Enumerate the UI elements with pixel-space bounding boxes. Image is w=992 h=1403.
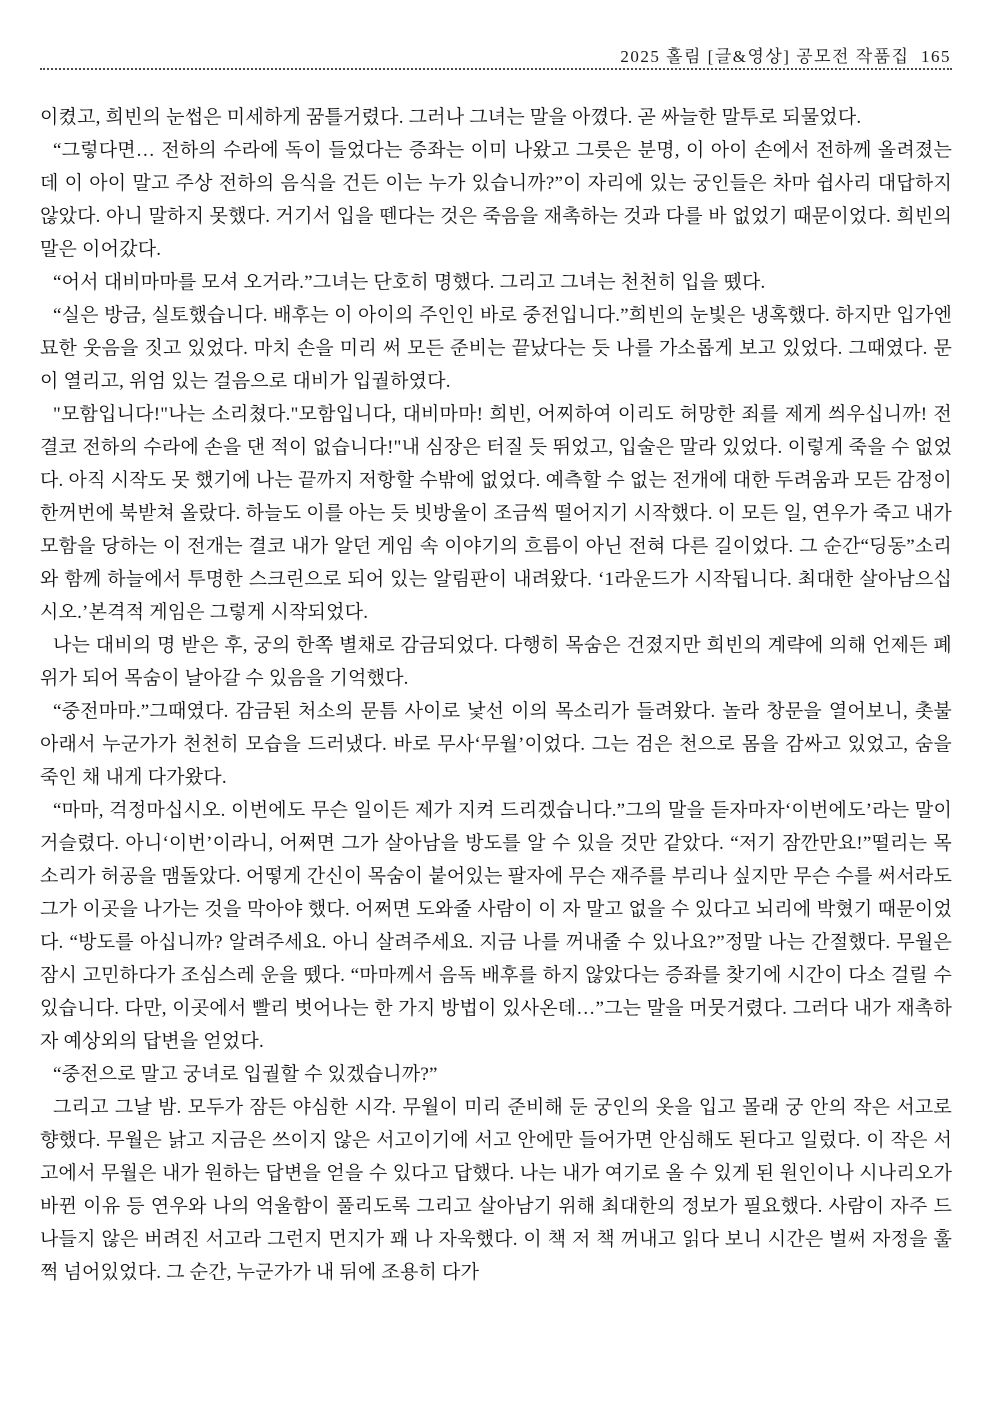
paragraph-7: “중전마마.”그때였다. 감금된 처소의 문틈 사이로 낯선 이의 목소리가 들려왔다. 놀라 창문을 열어보니, 촛불 아래서 누군가가 천천히 모습을 드러냈다. 바로 무사‘무월’이었다. 그는 검은 천으로 몸을 감싸고 있었고, 숨을 죽인 채 내게 다가왔다. bbox=[40, 701, 952, 788]
paragraph-6: 나는 대비의 명 받은 후, 궁의 한쪽 별채로 감금되었다. 다행히 목숨은 건졌지만 희빈의 계략에 의해 언제든 폐위가 되어 목숨이 날아갈 수 있음을 기억했다. bbox=[40, 635, 952, 689]
page-header-title: 2025 홀림 [글&영상] 공모전 작품집 165 bbox=[620, 47, 951, 66]
paragraph-9: “중전으로 말고 궁녀로 입궐할 수 있겠습니까?” bbox=[53, 1064, 438, 1085]
paragraph-10: 그리고 그날 밤. 모두가 잠든 야심한 시각. 무월이 미리 준비해 둔 궁인의 옷을 입고 몰래 궁 안의 작은 서고로 향했다. 무월은 낡고 지금은 쓰이지 않은 서고이기에 서고 안에만 들어가면 안심해도 된다고 일렀다. 이 작은 서고에서 무월은 내가 원하는 답변을 얻을 수 있다고 답했다. 나는 내가 여기로 올 수 있게 된 원인이나 시나리오가 바뀐 이유 등 연우와 나의 억울함이 풀리도록 그리고 살아남기 위해 최대한의 정보가 필요했다. 사람이 자주 드나들지 않은 버려진 서고라 그런지 먼지가 꽤 나 자욱했다. 이 책 저 책 꺼내고 읽다 보니 시간은 벌써 자정을 훌쩍 넘어있었다. 그 순간, 누군가가 내 뒤에 조용히 다가 bbox=[40, 1097, 952, 1283]
paragraph-3: “어서 대비마마를 모셔 오거라.”그녀는 단호히 명했다. 그리고 그녀는 천천히 입을 뗐다. bbox=[53, 272, 766, 293]
paragraph-8: “마마, 걱정마십시오. 이번에도 무슨 일이든 제가 지켜 드리겠습니다.”그의 말을 듣자마자‘이번에도’라는 말이 거슬렸다. 아니‘이번’이라니, 어쩌면 그가 살아남을 방도를 알 수 있을 것만 같았다. “저기 잠깐만요!”떨리는 목소리가 허공을 맴돌았다. 어떻게 간신이 목숨이 붙어있는 팔자에 무슨 재주를 부리나 싶지만 무슨 수를 써서라도 그가 이곳을 나가는 것을 막아야 했다. 어쩌면 도와줄 사람이 이 자 말고 없을 수 있다고 뇌리에 박혔기 때문이었다. “방도를 아십니까? 알려주세요. 아니 살려주세요. 지금 나를 꺼내줄 수 있나요?”정말 나는 간절했다. 무월은 잠시 고민하다가 조심스레 운을 뗐다. “마마께서 음독 배후를 하지 않았다는 증좌를 찾기에 시간이 다소 걸릴 수 있습니다. 다만, 이곳에서 빨리 벗어나는 한 가지 방법이 있사온데…”그는 말을 머뭇거렸다. 그러다 내가 재촉하자 예상외의 답변을 얻었다. bbox=[40, 800, 952, 1052]
paragraph-5: "모함입니다!"나는 소리쳤다."모함입니다, 대비마마! 희빈, 어찌하여 이리도 허망한 죄를 제게 씌우십니까! 전 결코 전하의 수라에 손을 댄 적이 없습니다!"내 심장은 터질 듯 뛰었고, 입술은 말라 있었다. 이렇게 죽을 수 없었다. 아직 시작도 못 했기에 나는 끝까지 저항할 수밖에 없었다. 예측할 수 없는 전개에 대한 두려움과 모든 감정이 한꺼번에 북받쳐 올랐다. 하늘도 이를 아는 듯 빗방울이 조금씩 떨어지기 시작했다. 이 모든 일, 연우가 죽고 내가 모함을 당하는 이 전개는 결코 내가 알던 게임 속 이야기의 흐름이 아닌 전혀 다른 길이었다. 그 순간“딩동”소리와 함께 하늘에서 투명한 스크린으로 되어 있는 알림판이 내려왔다. ‘1라운드가 시작됩니다. 최대한 살아남으십시오.’본격적 게임은 그렇게 시작되었다. bbox=[40, 404, 952, 623]
header-divider bbox=[40, 68, 952, 70]
paragraph-4: “실은 방금, 실토했습니다. 배후는 이 아이의 주인인 바로 중전입니다.”희빈의 눈빛은 냉혹했다. 하지만 입가엔 묘한 웃음을 짓고 있었다. 마치 손을 미리 써 모든 준비는 끝났다는 듯 나를 가소롭게 보고 있었다. 그때였다. 문이 열리고, 위엄 있는 걸음으로 대비가 입궐하였다. bbox=[40, 305, 952, 392]
paragraph-2: “그렇다면… 전하의 수라에 독이 들었다는 증좌는 이미 나왔고 그릇은 분명, 이 아이 손에서 전하께 올려졌는데 이 아이 말고 주상 전하의 음식을 건든 이는 누가 있습니까?”이 자리에 있는 궁인들은 차마 쉽사리 대답하지 않았다. 아니 말하지 못했다. 거기서 입을 뗀다는 것은 죽음을 재촉하는 것과 다를 바 없었기 때문이었다. 희빈의 말은 이어갔다. bbox=[40, 140, 952, 260]
story-body bbox=[40, 101, 952, 1289]
paragraph-1: 이켰고, 희빈의 눈썹은 미세하게 꿈틀거렸다. 그러나 그녀는 말을 아꼈다. 곧 싸늘한 말투로 되물었다. bbox=[40, 107, 862, 128]
